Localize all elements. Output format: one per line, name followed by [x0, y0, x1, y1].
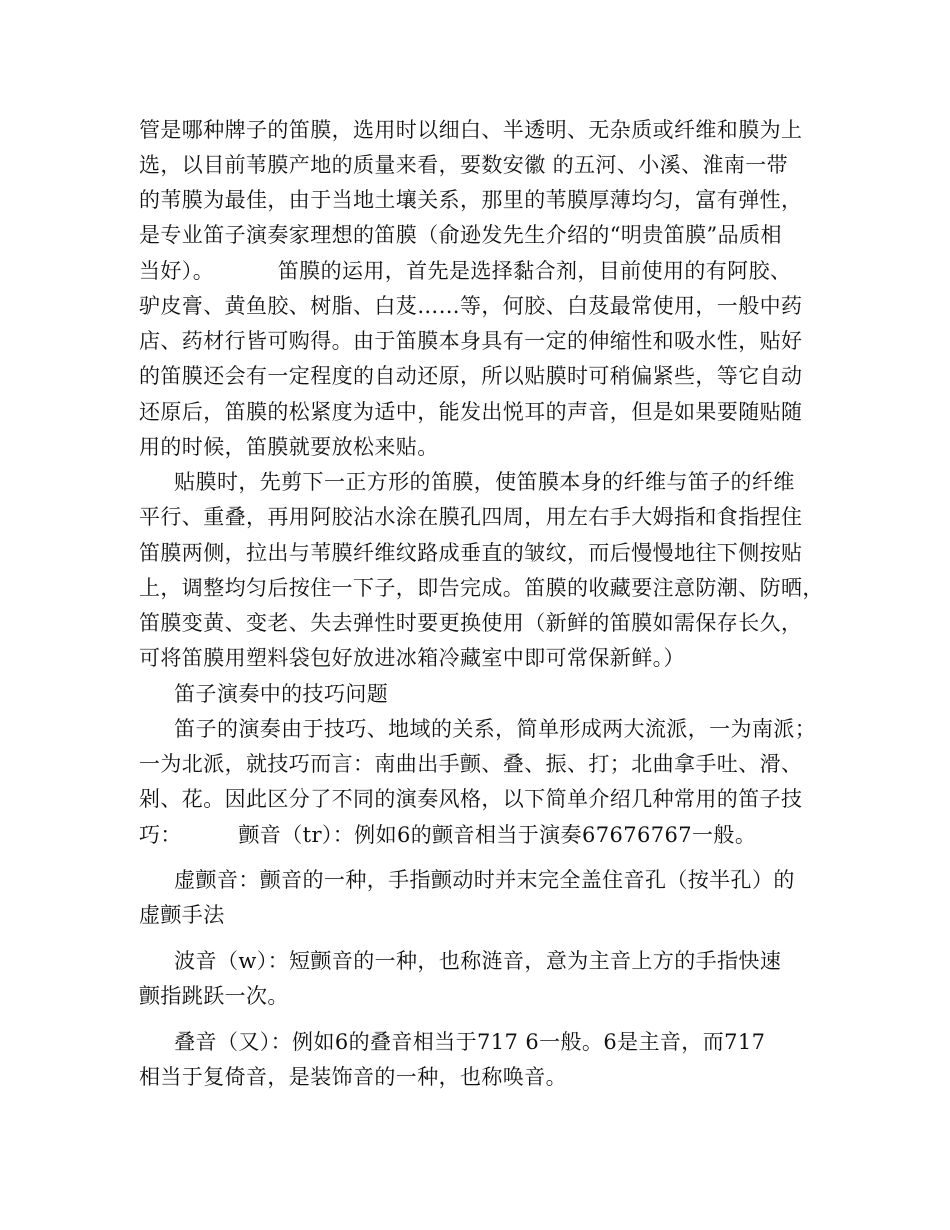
- text-line: 的苇膜为最佳，由于当地土壤关系，那里的苇膜厚薄均匀，富有弹性，: [139, 188, 803, 212]
- text-line: 上，调整均匀后按住一下子，即告完成。笛膜的收藏要注意防潮、防晒，: [139, 576, 824, 600]
- text-line: 贴膜时，先剪下一正方形的笛膜，使笛膜本身的纤维与笛子的纤维: [160, 470, 795, 494]
- text-line: 是专业笛子演奏家理想的笛膜（俞逊发先生介绍的“明贵笛膜”品质相: [139, 223, 782, 247]
- text-line: 剁、花。因此区分了不同的演奏风格，以下简单介绍几种常用的笛子技: [139, 787, 803, 811]
- section-heading: 笛子演奏中的技巧问题: [160, 682, 389, 706]
- text-line: 平行、重叠，再用阿胶沾水涂在膜孔四周，用左右手大姆指和食指捏住: [139, 505, 803, 529]
- text-line: 还原后，笛膜的松紧度为适中，能发出悦耳的声音，但是如果要随贴随: [139, 400, 803, 424]
- text-line: 的笛膜还会有一定程度的自动还原，所以贴膜时可稍偏紧些，等它自动: [139, 364, 803, 388]
- text-line: 可将笛膜用塑料袋包好放进冰箱冷藏室中即可常保新鲜。）: [139, 646, 685, 670]
- text-line: 一为北派，就技巧而言：南曲出手颤、叠、振、打；北曲拿手吐、滑、: [139, 752, 803, 776]
- text-line: 叠音（又）：例如6的叠音相当于717 6一般。6是主音，而717: [160, 1030, 766, 1054]
- text-line: 用的时候，笛膜就要放松来贴。: [139, 435, 439, 459]
- text-line: 波音（w）：短颤音的一种，也称涟音，意为主音上方的手指快速: [160, 949, 782, 973]
- text-line: 相当于复倚音，是装饰音的一种，也称唤音。: [139, 1065, 567, 1089]
- text-line: 虚颤音：颤音的一种，手指颤动时并末完全盖住音孔（按半孔）的: [160, 868, 795, 892]
- text-line: 巧： 颤音（tr）：例如6的颤音相当于演奏67676767一般。: [139, 823, 757, 847]
- text-line: 驴皮膏、黄鱼胶、树脂、白芨……等，何胶、白芨最常使用，一般中药: [139, 294, 803, 318]
- text-line: 虚颤手法: [139, 903, 225, 927]
- text-line: 笛膜两侧，拉出与苇膜纤维纹路成垂直的皱纹，而后慢慢地往下侧按贴: [139, 541, 803, 565]
- text-line: 笛膜变黄、变老、失去弹性时要更换使用（新鲜的笛膜如需保存长久，: [139, 611, 803, 635]
- text-line: 店、药材行皆可购得。由于笛膜本身具有一定的伸缩性和吸水性，贴好: [139, 329, 803, 353]
- text-line: 颤指跳跃一次。: [139, 984, 289, 1008]
- text-line: 管是哪种牌子的笛膜，选用时以细白、半透明、无杂质或纤维和膜为上: [139, 118, 803, 142]
- text-line: 当好）。 笛膜的运用，首先是选择黏合剂，目前使用的有阿胶、: [139, 259, 792, 283]
- text-line: 笛子的演奏由于技巧、地域的关系，简单形成两大流派，一为南派；: [160, 717, 817, 741]
- text-line: 选，以目前苇膜产地的质量来看，要数安徽 的五河、小溪、淮南一带: [139, 153, 789, 177]
